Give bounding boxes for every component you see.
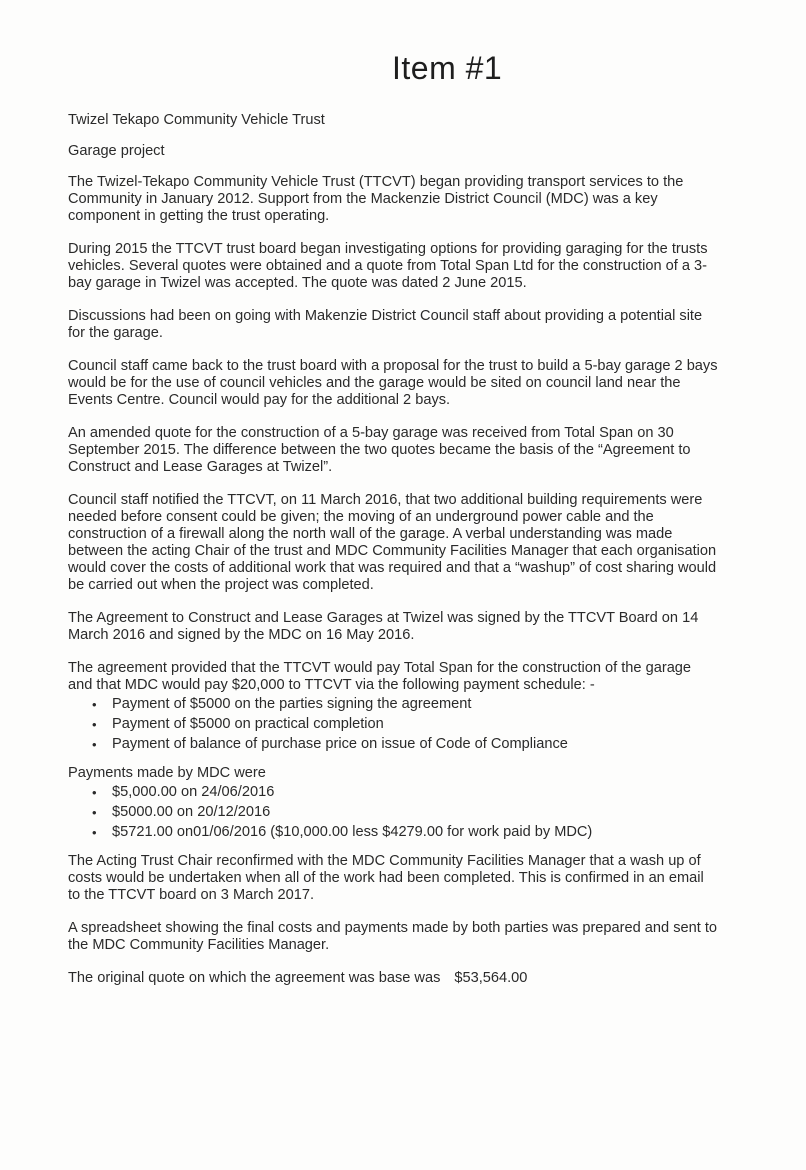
paragraph: An amended quote for the construction of a 5-bay garage was received from Total Span on 30 September 2015. The difference between the two quotes became the basis of the “Agreement to Construct and Lease Garages at Twizel”.	[68, 425, 691, 475]
paragraph: Council staff notified the TTCVT, on 11 March 2016, that two additional building requirements were needed before consent could be given; the moving of an underground power cable and the construction of a firewall along the north wall of the garage. A verbal understanding was made between the acting Chair of the trust and MDC Community Facilities Manager that each organisation would cover the costs of additional work that was required and that a “washup” of cost sharing would be carried out when the project was completed.	[68, 492, 717, 593]
org-name: Twizel Tekapo Community Vehicle Trust	[68, 112, 325, 128]
list-item: • Payment of $5000 on the parties signing the agreement	[92, 696, 718, 713]
document-body	[68, 112, 718, 1003]
project-name: Garage project	[68, 143, 165, 159]
paragraph: A spreadsheet showing the final costs and payments made by both parties was prepared and sent to the MDC Community Facilities Manager.	[68, 920, 718, 953]
paragraph: Council staff came back to the trust board with a proposal for the trust to build a 5-bay garage 2 bays would be for the use of council vehicles and the garage would be sited on council land near the Events Centre. Council would pay for the additional 2 bays.	[68, 358, 718, 408]
paragraph: The Acting Trust Chair reconfirmed with the MDC Community Facilities Manager that a wash up of costs would be undertaken when all of the work had been completed. This is confirmed in an email to the TTCVT board on 3 March 2017.	[68, 853, 704, 903]
list-item: • Payment of $5000 on practical completion	[92, 716, 718, 733]
list-item: • $5000.00 on 20/12/2016	[92, 804, 718, 821]
list-item: • $5,000.00 on 24/06/2016	[92, 784, 718, 801]
paragraph: The Agreement to Construct and Lease Garages at Twizel was signed by the TTCVT Board on 14 March 2016 and signed by the MDC on 16 May 2016.	[68, 610, 699, 643]
page-title: Item #1	[392, 50, 503, 86]
original-quote-line	[68, 970, 718, 987]
list-item: • $5721.00 on01/06/2016 ($10,000.00 less $4279.00 for work paid by MDC)	[92, 824, 718, 841]
original-quote-amount: $53,564.00	[454, 970, 528, 986]
original-quote-text: The original quote on which the agreement was base was	[68, 970, 441, 986]
payment-schedule-list	[68, 696, 718, 753]
payments-heading: Payments made by MDC were	[68, 765, 266, 781]
paragraph: The Twizel-Tekapo Community Vehicle Trust (TTCVT) began providing transport services to the Community in January 2012. Support from the Mackenzie District Council (MDC) was a key component in getting the trust operating.	[68, 174, 684, 224]
paragraph: During 2015 the TTCVT trust board began investigating options for providing garaging for the trusts vehicles. Several quotes were obtained and a quote from Total Span Ltd for the construction of a 3-bay garage in Twizel was accepted. The quote was dated 2 June 2015.	[68, 241, 708, 291]
payments-list	[68, 784, 718, 841]
paragraph: The agreement provided that the TTCVT would pay Total Span for the construction of the garage and that MDC would pay $20,000 to TTCVT via the following payment schedule: -	[68, 660, 692, 693]
list-item: • Payment of balance of purchase price on issue of Code of Compliance	[92, 736, 718, 753]
paragraph: Discussions had been on going with Makenzie District Council staff about providing a potential site for the garage.	[68, 308, 703, 341]
